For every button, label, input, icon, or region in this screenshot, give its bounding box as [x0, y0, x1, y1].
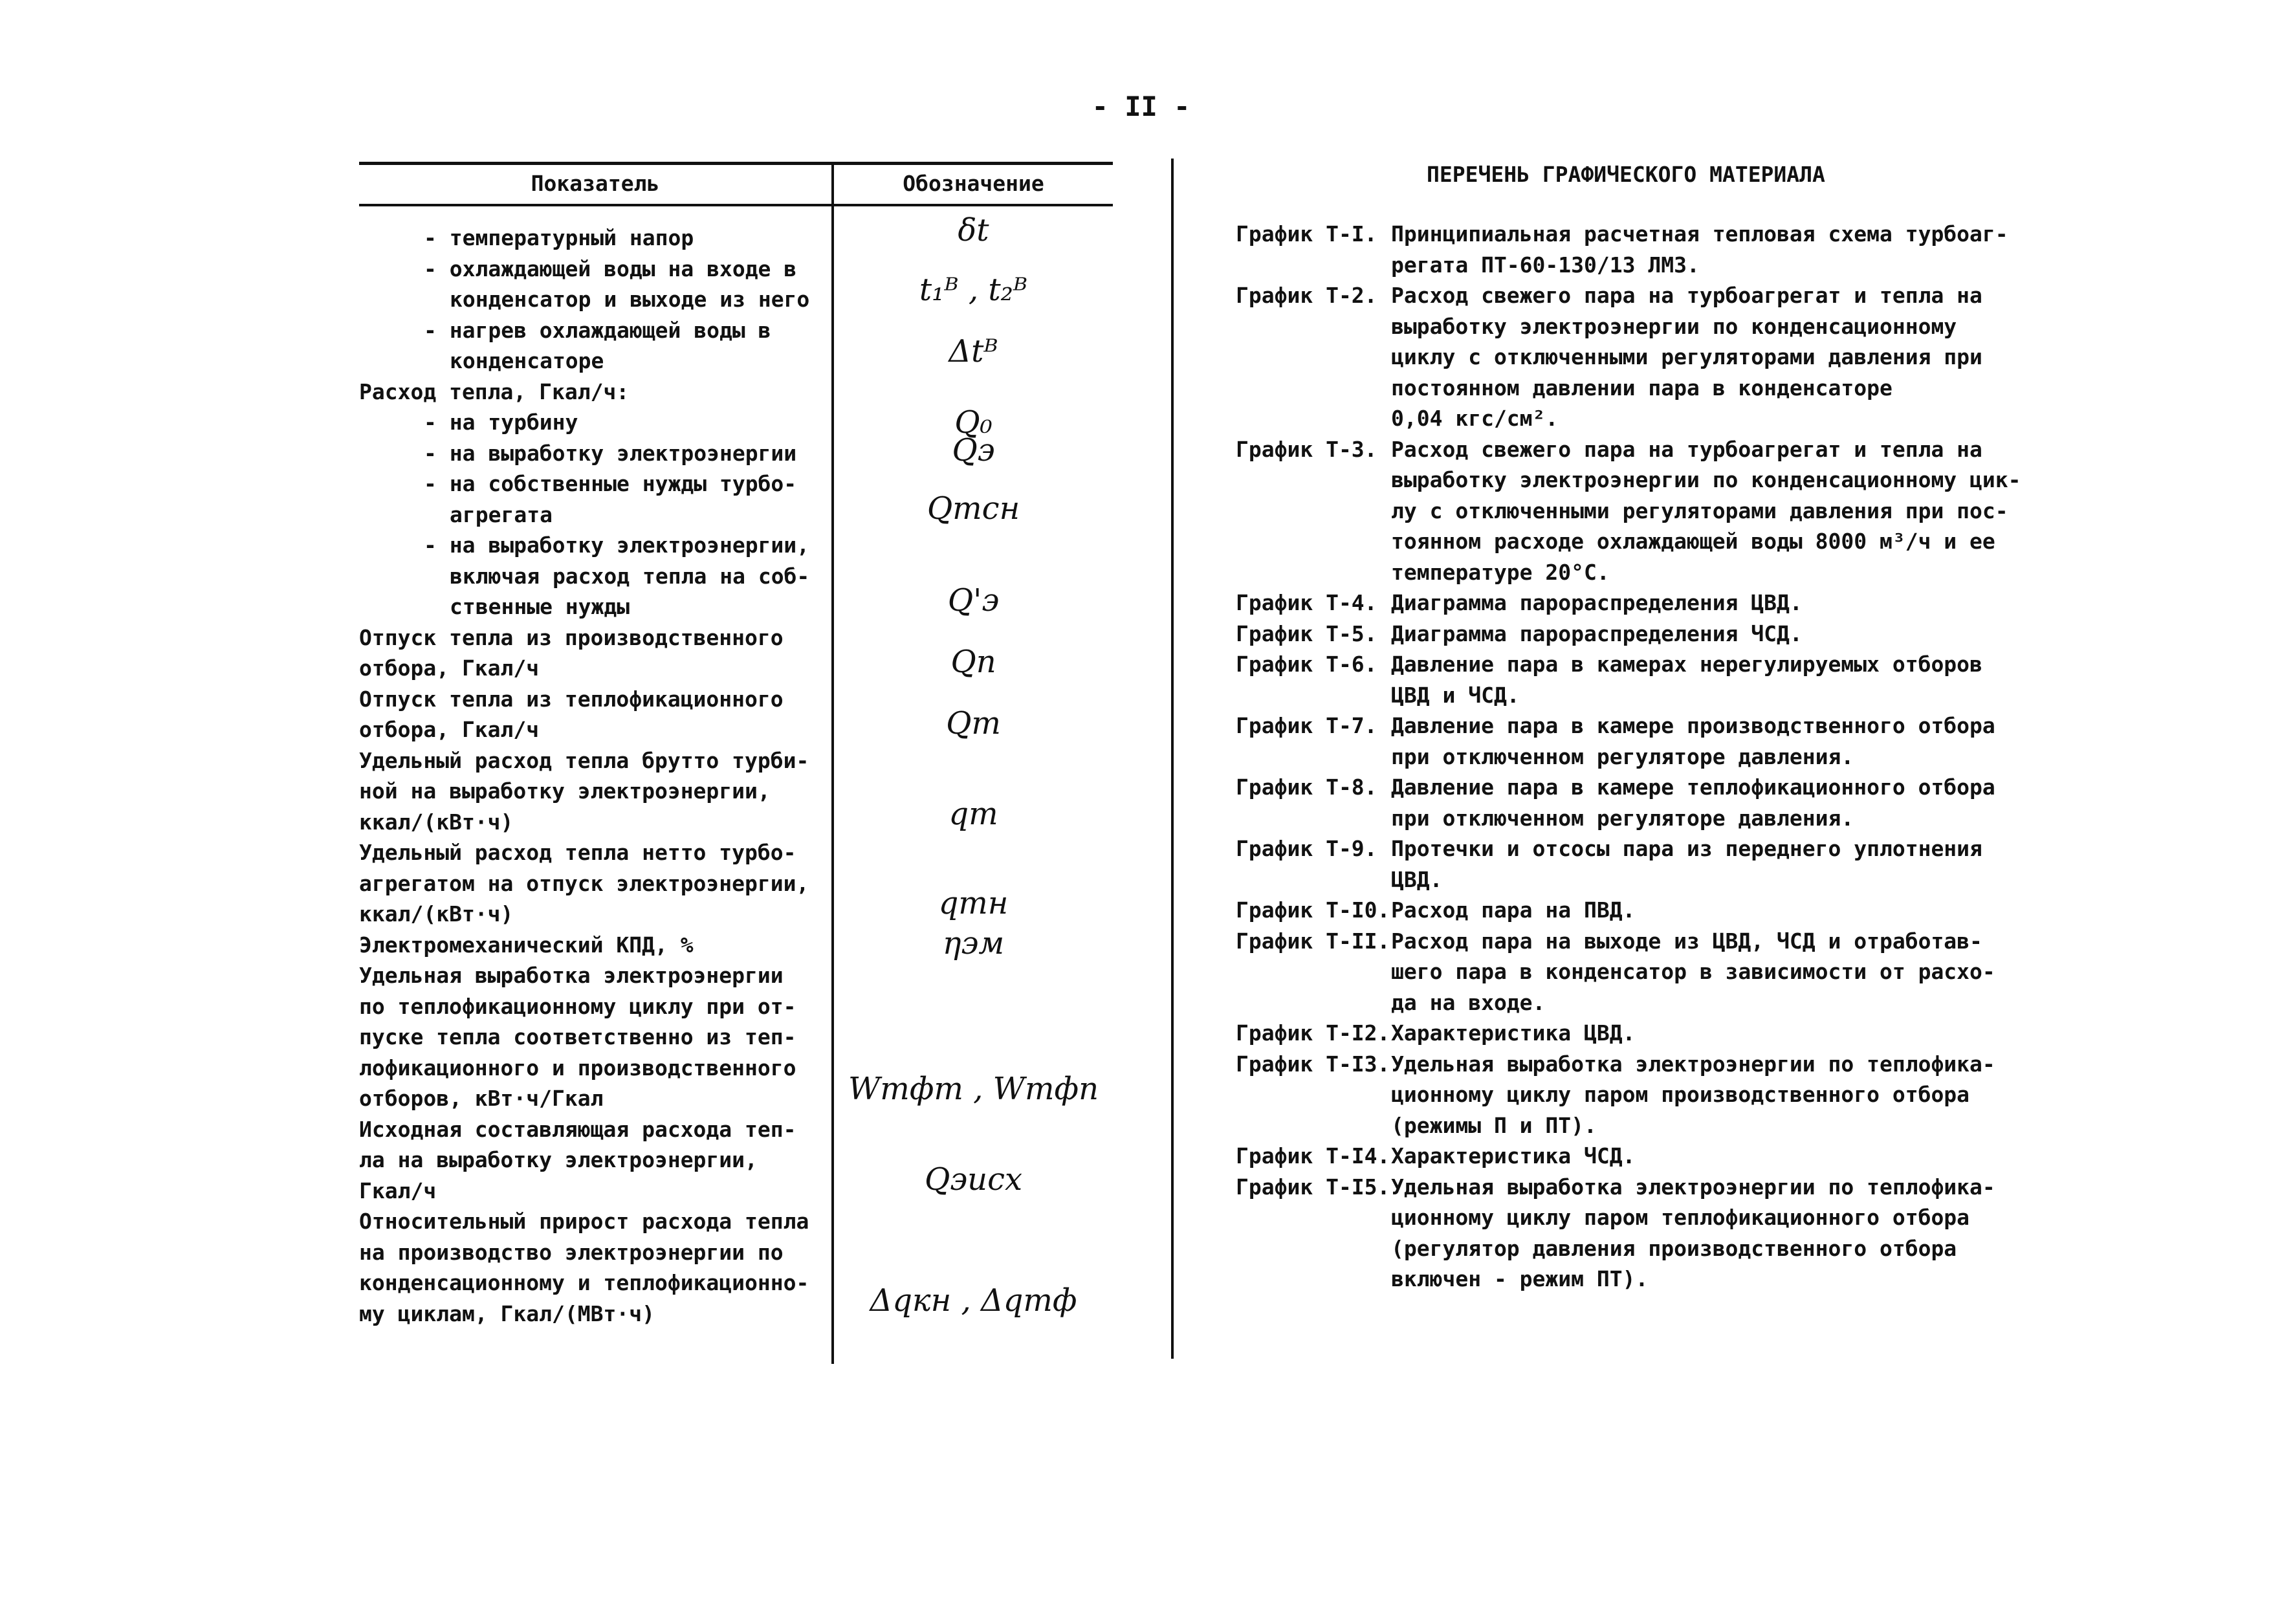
table-row: Отпуск тепла из производственного	[359, 624, 784, 650]
symbol-delta-tb: Δtᴮ	[949, 333, 998, 369]
item-code: График Т-9.	[1236, 836, 1377, 861]
list-item	[1236, 434, 2206, 588]
list-item	[1236, 710, 2206, 772]
table-row: ной на выработку электроэнергии,	[359, 778, 771, 804]
symbol-q-sn: Qтсн	[927, 490, 1020, 527]
symbol-q0: Q₀	[954, 404, 993, 441]
item-line: Принципиальная расчетная тепловая схема турбоаг-	[1391, 221, 2008, 247]
table-row: Отпуск тепла из теплофикационного	[359, 686, 784, 712]
item-line: выработку электроэнергии по конденсационному	[1391, 313, 1957, 339]
item-line: Диаграмма парораспределения ЧСД.	[1391, 620, 1803, 646]
list-title: ПЕРЕЧЕНЬ ГРАФИЧЕСКОГО МАТЕРИАЛА	[1427, 162, 1825, 187]
symbol-qp: Qп	[950, 644, 996, 680]
item-code: График Т-2.	[1236, 283, 1377, 308]
item-line: включен - режим ПТ).	[1391, 1266, 1649, 1291]
table-row: ккал/(кВт·ч)	[359, 901, 514, 927]
symbol-qe: Qэ	[952, 432, 995, 468]
table-row: Гкал/ч	[359, 1178, 437, 1203]
item-line: 0,04 кгс/см².	[1391, 406, 1559, 431]
list-item	[1236, 926, 2206, 1018]
item-code: График Т-4.	[1236, 590, 1377, 615]
item-line: Давление пара в камере производственного отбора	[1391, 713, 1995, 738]
item-line: постоянном давлении пара в конденсаторе	[1391, 375, 1893, 401]
table-rows	[359, 223, 831, 1329]
indicators-table	[359, 162, 1113, 1364]
list-item	[1236, 219, 2206, 280]
table-row: - на выработку электроэнергии	[424, 440, 797, 466]
list-item	[1236, 772, 2206, 833]
table-header-rule	[359, 204, 1113, 206]
column-header-indicator: Показатель	[531, 171, 660, 196]
item-line: Характеристика ЦВД.	[1391, 1020, 1636, 1046]
item-code: График Т-I2.	[1236, 1020, 1390, 1046]
table-row: - нагрев охлаждающей воды в	[424, 317, 771, 343]
item-code: График Т-II.	[1236, 928, 1390, 954]
symbol-t1-t2: t₁ᴮ , t₂ᴮ	[919, 272, 1028, 308]
graphics-list	[1236, 219, 2206, 1295]
item-line: (регулятор давления производственного отбора	[1391, 1235, 1957, 1261]
item-line: шего пара в конденсатор в зависимости от расхо-	[1391, 959, 1995, 984]
item-code: График Т-I0.	[1236, 897, 1390, 923]
list-item	[1236, 587, 2206, 619]
list-item	[1236, 833, 2206, 895]
list-item	[1236, 1049, 2206, 1141]
item-line: Расход свежего пара на турбоагрегат и тепла на	[1391, 436, 1982, 462]
item-line: Давление пара в камере теплофикационного отбора	[1391, 774, 1995, 800]
item-line: Удельная выработка электроэнергии по теплофика-	[1391, 1051, 1995, 1077]
item-code: График Т-5.	[1236, 620, 1377, 646]
table-row: Удельный расход тепла нетто турбо-	[359, 840, 796, 865]
item-code: График Т-I5.	[1236, 1174, 1390, 1200]
item-line: Удельная выработка электроэнергии по теплофика-	[1391, 1174, 1995, 1200]
list-item	[1236, 1018, 2206, 1049]
table-row: пуске тепла соответственно из теп-	[359, 1024, 796, 1049]
item-line: при отключенном регуляторе давления.	[1391, 805, 1854, 831]
table-row: - температурный напор	[424, 225, 694, 250]
item-line: циклу с отключенными регуляторами давления при	[1391, 344, 1982, 369]
symbol-q-gross: qт	[949, 796, 998, 832]
list-item	[1236, 1172, 2206, 1295]
item-line: (режимы П и ПТ).	[1391, 1112, 1597, 1138]
item-line: Диаграмма парораспределения ЦВД.	[1391, 590, 1803, 615]
list-item	[1236, 619, 2206, 650]
list-item	[1236, 1141, 2206, 1172]
table-row: Удельный расход тепла брутто турби-	[359, 747, 809, 773]
table-row: Удельная выработка электроэнергии	[359, 963, 784, 988]
table-row: му циклам, Гкал/(МВт·ч)	[359, 1300, 655, 1326]
item-line: да на входе.	[1391, 989, 1546, 1015]
page-number: - II -	[1092, 91, 1190, 122]
table-row: конденсаторе	[450, 348, 604, 373]
item-line: температуре 20°С.	[1391, 559, 1610, 585]
item-line: ЦВД и ЧСД.	[1391, 682, 1520, 708]
table-row: - на турбину	[424, 410, 578, 435]
symbol-delta-t: δt	[958, 212, 989, 248]
table-row: отбора, Гкал/ч	[359, 717, 540, 742]
item-line: ционному циклу паром теплофикационного отбора	[1391, 1205, 1970, 1230]
table-row: конденсатор и выходе из него	[450, 287, 810, 312]
symbol-q-net: qтн	[938, 885, 1009, 921]
list-item	[1236, 649, 2206, 710]
symbol-delta-q: Δqкн , Δqтф	[870, 1282, 1077, 1319]
item-line: Характеристика ЧСД.	[1391, 1143, 1636, 1169]
symbol-qt: Qт	[946, 705, 1001, 741]
page-column-divider	[1171, 159, 1174, 1359]
item-line: Протечки и отсосы пара из переднего уплотнения	[1391, 836, 1982, 861]
item-line: ционному циклу паром производственного отбора	[1391, 1082, 1970, 1107]
table-row: ственные нужды	[450, 594, 630, 619]
item-line: лу с отключенными регуляторами давления при пос-	[1391, 498, 2008, 523]
table-top-rule	[359, 162, 1113, 165]
item-line: Давление пара в камерах нерегулируемых отборов	[1391, 652, 1982, 677]
table-row: Исходная составляющая расхода теп-	[359, 1116, 796, 1142]
table-row: - на выработку электроэнергии,	[424, 532, 810, 558]
item-line: Расход свежего пара на турбоагрегат и тепла на	[1391, 283, 1982, 308]
item-code: График Т-6.	[1236, 652, 1377, 677]
item-line: выработку электроэнергии по конденсационному цик-	[1391, 467, 2021, 492]
table-row: - охлаждающей воды на входе в	[424, 256, 797, 281]
table-row: Электромеханический КПД, %	[359, 932, 694, 958]
item-line: Расход пара на ПВД.	[1391, 897, 1636, 923]
table-row: отборов, кВт·ч/Гкал	[359, 1086, 604, 1111]
table-row: на производство электроэнергии по	[359, 1239, 784, 1265]
symbol-w: Wтфт , Wтфп	[848, 1071, 1099, 1107]
table-row: агрегатом на отпуск электроэнергии,	[359, 870, 809, 896]
item-code: График Т-I.	[1236, 221, 1377, 247]
table-row: включая расход тепла на соб-	[450, 563, 810, 589]
table-row: - на собственные нужды турбо-	[424, 471, 797, 496]
symbol-eta: ηэм	[942, 925, 1005, 961]
item-code: График Т-7.	[1236, 713, 1377, 738]
table-row: ккал/(кВт·ч)	[359, 809, 514, 835]
list-item	[1236, 280, 2206, 434]
table-row: Расход тепла, Гкал/ч:	[359, 379, 630, 404]
item-code: График Т-3.	[1236, 436, 1377, 462]
symbol-q-prime: Q'э	[947, 582, 1000, 619]
item-line: ЦВД.	[1391, 866, 1443, 892]
table-row: конденсационному и теплофикационно-	[359, 1270, 809, 1295]
item-code: График Т-I3.	[1236, 1051, 1390, 1077]
list-item	[1236, 895, 2206, 926]
table-row: по теплофикационному циклу при от-	[359, 993, 796, 1019]
table-row: лофикационного и производственного	[359, 1055, 796, 1081]
item-code: График Т-8.	[1236, 774, 1377, 800]
item-line: регата ПТ-60-130/13 ЛМЗ.	[1391, 252, 1700, 278]
table-row: агрегата	[450, 501, 553, 527]
item-line: при отключенном регуляторе давления.	[1391, 743, 1854, 769]
table-row: отбора, Гкал/ч	[359, 655, 540, 681]
table-row: Относительный прирост расхода тепла	[359, 1209, 809, 1234]
item-line: тоянном расходе охлаждающей воды 8000 м³/ч и ее	[1391, 529, 1995, 554]
table-row: ла на выработку электроэнергии,	[359, 1147, 758, 1172]
item-line: Расход пара на выходе из ЦВД, ЧСД и отработав-	[1391, 928, 1982, 954]
item-code: График Т-I4.	[1236, 1143, 1390, 1169]
symbol-q-isx: Qэисх	[924, 1161, 1023, 1198]
column-header-symbol: Обозначение	[903, 171, 1044, 196]
